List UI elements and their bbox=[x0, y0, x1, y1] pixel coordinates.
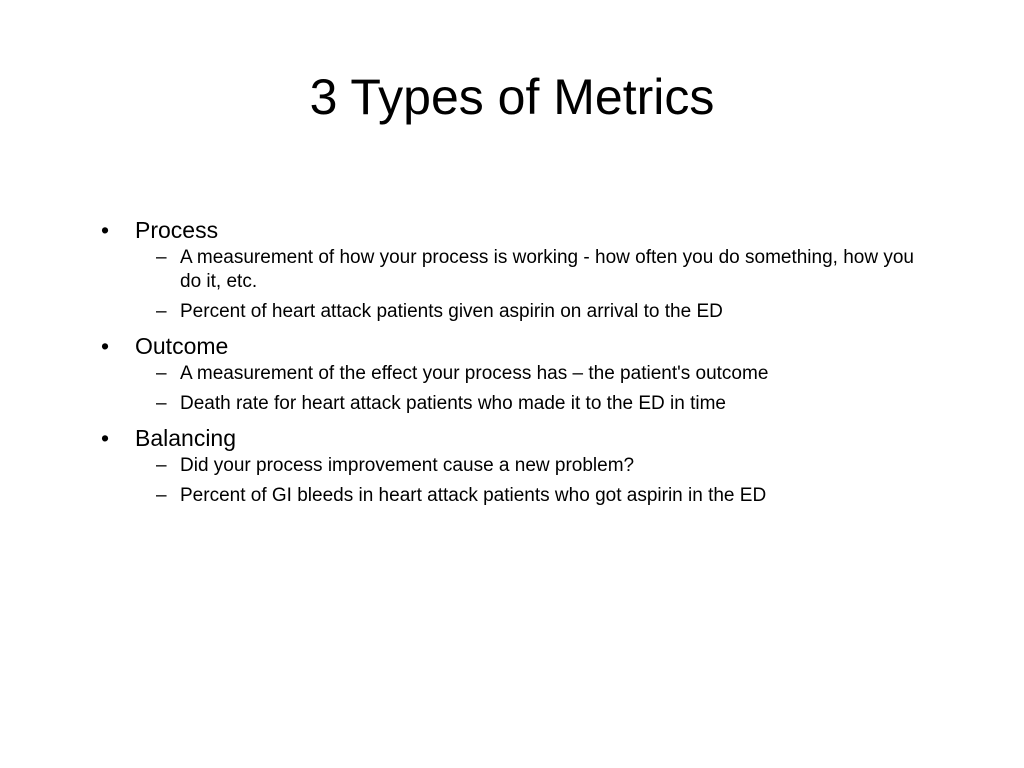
bullet-list bbox=[96, 214, 936, 514]
sub-bullet-item bbox=[96, 454, 936, 478]
bullet-icon: • bbox=[101, 333, 110, 359]
dash-icon: – bbox=[156, 455, 167, 476]
list-item-balancing bbox=[96, 422, 936, 508]
dash-icon: – bbox=[156, 301, 167, 322]
bullet-icon: • bbox=[101, 425, 110, 451]
sub-bullet-item bbox=[96, 484, 936, 508]
sub-bullet-text: Percent of GI bleeds in heart attack patients who got aspirin in the ED bbox=[180, 485, 767, 506]
dash-icon: – bbox=[156, 393, 167, 414]
sub-bullet-item bbox=[96, 246, 936, 294]
sub-bullet-item bbox=[96, 362, 936, 386]
sub-bullet-item bbox=[96, 392, 936, 416]
sub-bullet-item bbox=[96, 300, 936, 324]
bullet-item bbox=[96, 330, 936, 362]
slide-title: 3 Types of Metrics bbox=[309, 69, 715, 125]
bullet-icon: • bbox=[101, 217, 110, 243]
sub-bullet-text: A measurement of how your process is working - how often you do something, how you do it, etc. bbox=[180, 247, 914, 292]
list-item-outcome bbox=[96, 330, 936, 416]
sub-bullet-text: A measurement of the effect your process has – the patient's outcome bbox=[180, 363, 769, 384]
bullet-label: Process bbox=[135, 217, 219, 243]
bullet-label: Balancing bbox=[135, 425, 237, 451]
bullet-label: Outcome bbox=[135, 333, 229, 359]
bullet-item bbox=[96, 422, 936, 454]
dash-icon: – bbox=[156, 363, 167, 384]
list-item-process bbox=[96, 214, 936, 324]
sub-bullet-text: Did your process improvement cause a new problem? bbox=[180, 455, 635, 476]
dash-icon: – bbox=[156, 247, 167, 268]
bullet-item bbox=[96, 214, 936, 246]
sub-bullet-text: Percent of heart attack patients given aspirin on arrival to the ED bbox=[180, 301, 723, 322]
dash-icon: – bbox=[156, 485, 167, 506]
sub-bullet-text: Death rate for heart attack patients who made it to the ED in time bbox=[180, 393, 726, 414]
